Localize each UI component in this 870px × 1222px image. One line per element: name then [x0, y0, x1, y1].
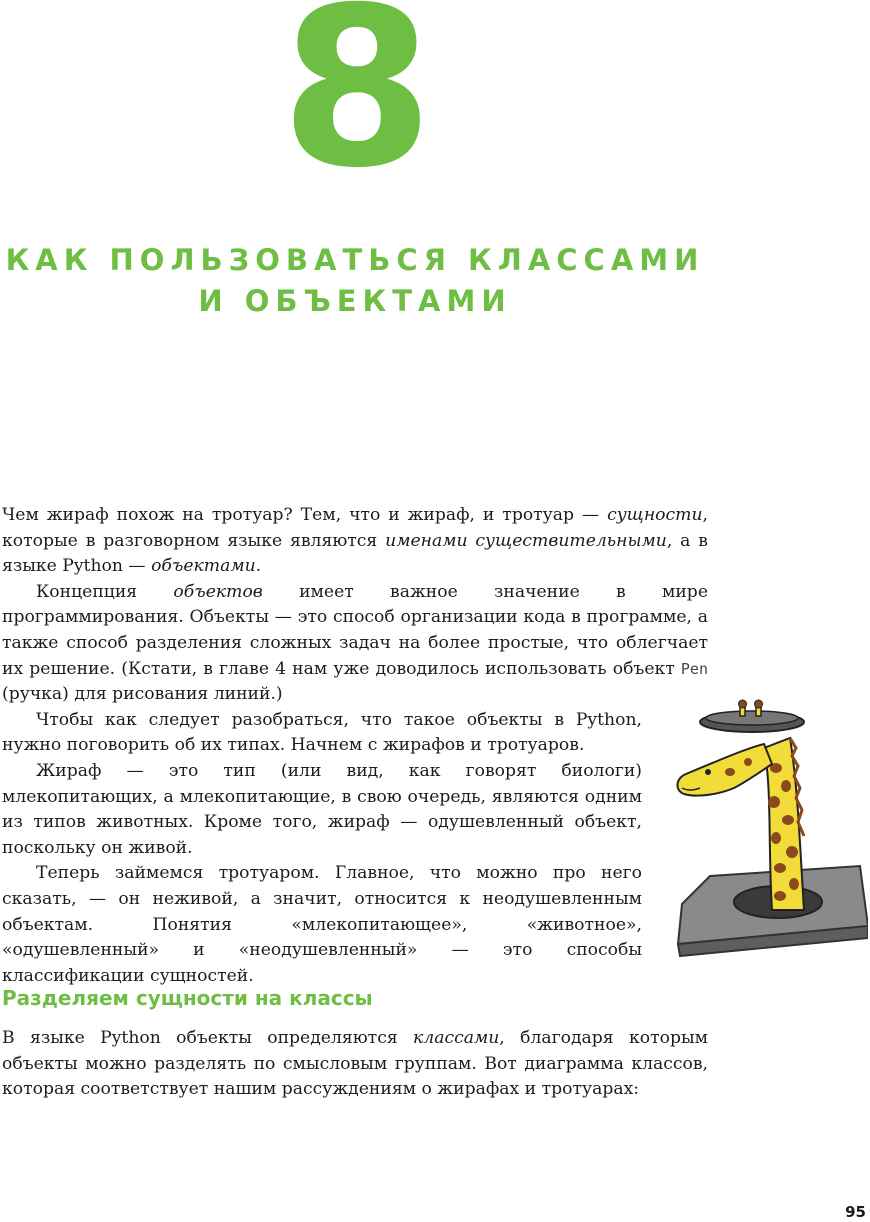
text-run: Чем жираф похож на тротуар? Тем, что и жираф, и тротуар — [2, 505, 608, 525]
emphasis: объектов [173, 581, 263, 602]
page-number: 95 [845, 1203, 866, 1221]
chapter-title [0, 240, 710, 322]
emphasis: классами [413, 1028, 500, 1048]
chapter-title-line-2: И ОБЪЕКТАМИ [198, 284, 512, 318]
emphasis: сущности [607, 505, 703, 525]
paragraph-5: Теперь займемся тротуаром. Главное, что можно про него сказать, — он неживой, а значит, относится к неодушевленным объектам. Понятия «млекопитающее», «животное», «одушевленный» и «неодушевленный» — это способы классификации сущностей. [2, 863, 642, 986]
paragraph-2 [2, 580, 708, 708]
chapter-title-line-1: КАК ПОЛЬЗОВАТЬСЯ КЛАССАМИ [5, 243, 705, 277]
paragraph-4: Жираф — это тип (или вид, как говорят биологи) млекопитающих, а млекопитающие, в свою очередь, являются одним из типов животных. Кроме того, жираф — одушевленный объект, поскольку он живой. [2, 760, 642, 858]
text-run: , а в языке Python — [2, 530, 708, 577]
giraffe-illustration [668, 698, 868, 960]
chapter-number: 8 [280, 0, 430, 216]
paragraph-3: Чтобы как следует разобраться, что такое объекты в Python, нужно поговорить об их типах. Начнем с жирафов и тротуаров. [2, 709, 642, 756]
section-paragraph-1 [2, 1026, 708, 1103]
intro-text [2, 503, 708, 989]
emphasis: объектами [151, 556, 256, 577]
text-run: . [255, 556, 262, 577]
text-run: Концепция [36, 581, 174, 602]
text-run: (ручка) для рисования линий.) [2, 684, 283, 705]
giraffe-eye [705, 769, 711, 775]
section-heading: Разделяем сущности на классы [2, 986, 373, 1010]
text-run: имеет важное значение в мире программирования. Объекты — это способ организации кода в программе, а также способ разделения сложных задач на более простые, что облегчает их решение. (Кстати, в главе 4 нам уже доводилось использовать объект [2, 581, 708, 679]
inline-code: Pen [680, 659, 708, 678]
text-run: В языке Python объекты определяются [2, 1028, 414, 1048]
section-text [2, 1026, 708, 1103]
emphasis: именами существительными [385, 530, 667, 551]
text-run: , которые в разговорном языке являются [2, 505, 708, 551]
giraffe-head [677, 744, 772, 796]
paragraph-1 [2, 503, 708, 580]
text-run: , благодаря которым объекты можно разделять по смысловым группам. Вот диаграмма классов, которая соответствует нашим рассуждениям о жирафах и тротуарах: [2, 1028, 708, 1100]
